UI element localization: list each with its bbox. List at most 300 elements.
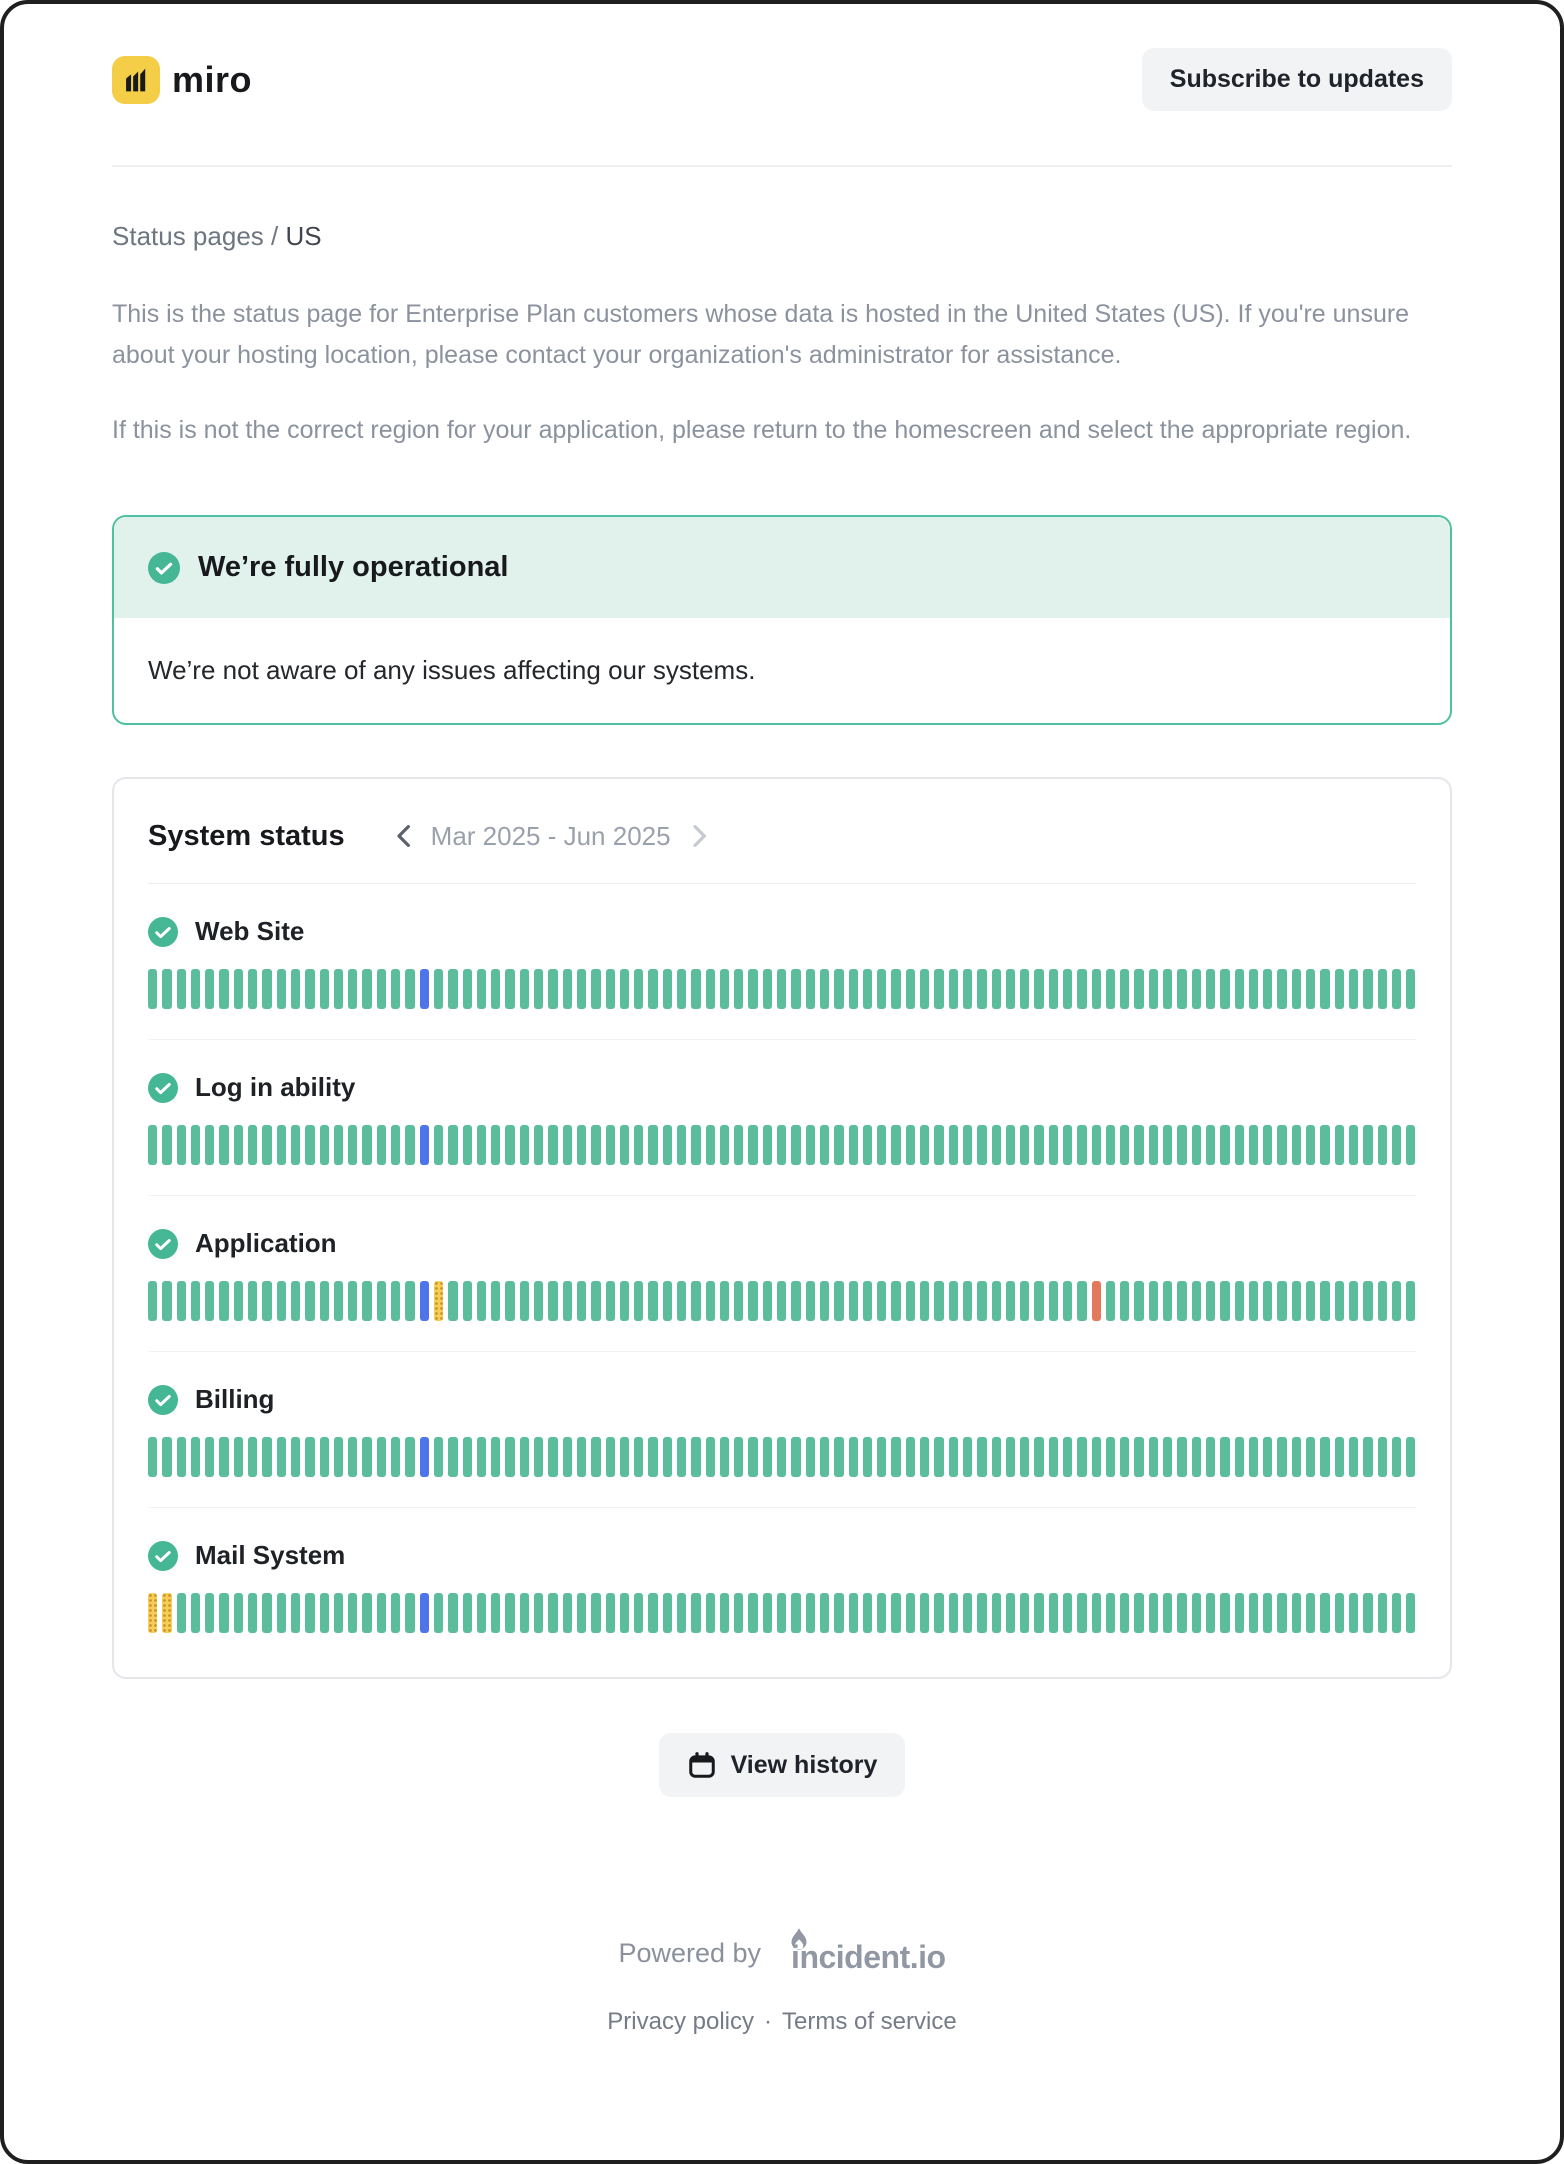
uptime-tick[interactable]: [591, 1125, 600, 1165]
uptime-tick[interactable]: [162, 1125, 171, 1165]
uptime-tick[interactable]: [191, 1593, 200, 1633]
uptime-tick[interactable]: [520, 1593, 529, 1633]
uptime-tick[interactable]: [677, 969, 686, 1009]
uptime-tick[interactable]: [305, 1593, 314, 1633]
uptime-tick[interactable]: [720, 1125, 729, 1165]
uptime-tick[interactable]: [777, 1281, 786, 1321]
uptime-tick[interactable]: [820, 1593, 829, 1633]
uptime-tick[interactable]: [1106, 1281, 1115, 1321]
uptime-tick[interactable]: [563, 969, 572, 1009]
uptime-tick[interactable]: [791, 1281, 800, 1321]
uptime-tick[interactable]: [1263, 1437, 1272, 1477]
uptime-tick[interactable]: [1049, 969, 1058, 1009]
uptime-tick[interactable]: [377, 969, 386, 1009]
uptime-tick[interactable]: [920, 1281, 929, 1321]
uptime-tick[interactable]: [1406, 969, 1415, 1009]
uptime-tick[interactable]: [405, 1437, 414, 1477]
uptime-tick[interactable]: [1277, 1437, 1286, 1477]
uptime-tick[interactable]: [1392, 1125, 1401, 1165]
uptime-tick[interactable]: [992, 1281, 1001, 1321]
uptime-tick[interactable]: [1063, 1281, 1072, 1321]
uptime-tick[interactable]: [377, 1281, 386, 1321]
uptime-tick[interactable]: [1349, 969, 1358, 1009]
uptime-tick[interactable]: [491, 1593, 500, 1633]
uptime-tick[interactable]: [577, 1593, 586, 1633]
uptime-tick[interactable]: [1206, 1437, 1215, 1477]
uptime-tick[interactable]: [1149, 969, 1158, 1009]
uptime-tick[interactable]: [291, 1281, 300, 1321]
uptime-tick[interactable]: [1392, 1593, 1401, 1633]
uptime-tick[interactable]: [1378, 1281, 1387, 1321]
uptime-tick[interactable]: [934, 1593, 943, 1633]
uptime-tick[interactable]: [949, 1437, 958, 1477]
uptime-tick[interactable]: [877, 1437, 886, 1477]
uptime-tick[interactable]: [348, 1437, 357, 1477]
uptime-tick[interactable]: [992, 1593, 1001, 1633]
uptime-tick[interactable]: [1406, 1437, 1415, 1477]
uptime-tick[interactable]: [620, 1125, 629, 1165]
uptime-tick[interactable]: [548, 1281, 557, 1321]
uptime-tick[interactable]: [963, 969, 972, 1009]
uptime-tick[interactable]: [1063, 1125, 1072, 1165]
uptime-tick[interactable]: [877, 1125, 886, 1165]
uptime-tick[interactable]: [963, 1437, 972, 1477]
uptime-tick[interactable]: [1277, 1125, 1286, 1165]
uptime-tick[interactable]: [606, 1281, 615, 1321]
uptime-tick[interactable]: [777, 1125, 786, 1165]
uptime-tick[interactable]: [863, 1437, 872, 1477]
uptime-tick[interactable]: [1306, 1437, 1315, 1477]
uptime-tick[interactable]: [534, 1437, 543, 1477]
uptime-tick[interactable]: [920, 1593, 929, 1633]
uptime-tick[interactable]: [663, 1125, 672, 1165]
uptime-tick[interactable]: [405, 1281, 414, 1321]
uptime-tick[interactable]: [362, 1593, 371, 1633]
uptime-tick[interactable]: [334, 1437, 343, 1477]
view-history-button[interactable]: [659, 1733, 906, 1797]
uptime-tick[interactable]: [920, 1125, 929, 1165]
uptime-tick[interactable]: [1120, 1125, 1129, 1165]
uptime-tick[interactable]: [1335, 969, 1344, 1009]
uptime-tick[interactable]: [563, 1281, 572, 1321]
uptime-tick[interactable]: [763, 1437, 772, 1477]
uptime-tick[interactable]: [1163, 1125, 1172, 1165]
uptime-tick[interactable]: [1335, 1281, 1344, 1321]
uptime-tick[interactable]: [205, 1125, 214, 1165]
uptime-tick[interactable]: [1020, 1281, 1029, 1321]
uptime-tick[interactable]: [348, 1125, 357, 1165]
uptime-tick[interactable]: [320, 1125, 329, 1165]
chevron-right-icon[interactable]: [687, 819, 711, 853]
incident-io-logo[interactable]: [777, 1935, 946, 1975]
uptime-tick[interactable]: [162, 1437, 171, 1477]
uptime-tick[interactable]: [934, 969, 943, 1009]
uptime-tick[interactable]: [834, 1281, 843, 1321]
uptime-tick[interactable]: [1092, 969, 1101, 1009]
uptime-tick[interactable]: [277, 969, 286, 1009]
uptime-tick[interactable]: [534, 969, 543, 1009]
uptime-tick[interactable]: [448, 969, 457, 1009]
uptime-tick[interactable]: [620, 1437, 629, 1477]
uptime-tick[interactable]: [219, 1593, 228, 1633]
uptime-tick[interactable]: [1277, 1593, 1286, 1633]
uptime-tick[interactable]: [505, 1437, 514, 1477]
uptime-tick[interactable]: [191, 1437, 200, 1477]
uptime-tick[interactable]: [448, 1593, 457, 1633]
uptime-tick[interactable]: [1006, 1281, 1015, 1321]
uptime-tick[interactable]: [1106, 969, 1115, 1009]
uptime-tick[interactable]: [963, 1281, 972, 1321]
uptime-tick[interactable]: [305, 1281, 314, 1321]
uptime-tick[interactable]: [191, 1125, 200, 1165]
uptime-tick[interactable]: [949, 969, 958, 1009]
uptime-tick[interactable]: [691, 1281, 700, 1321]
uptime-tick[interactable]: [1363, 1125, 1372, 1165]
uptime-tick[interactable]: [463, 1437, 472, 1477]
uptime-tick[interactable]: [1192, 1437, 1201, 1477]
uptime-tick[interactable]: [1249, 1437, 1258, 1477]
uptime-tick[interactable]: [248, 1593, 257, 1633]
uptime-tick[interactable]: [434, 1125, 443, 1165]
uptime-tick[interactable]: [334, 1281, 343, 1321]
uptime-tick[interactable]: [591, 969, 600, 1009]
uptime-tick[interactable]: [591, 1437, 600, 1477]
uptime-tick[interactable]: [348, 1281, 357, 1321]
uptime-tick[interactable]: [162, 1281, 171, 1321]
uptime-tick[interactable]: [219, 1437, 228, 1477]
uptime-tick[interactable]: [1349, 1437, 1358, 1477]
uptime-tick[interactable]: [748, 1281, 757, 1321]
uptime-tick[interactable]: [1134, 1125, 1143, 1165]
uptime-tick[interactable]: [1335, 1437, 1344, 1477]
uptime-tick[interactable]: [734, 1437, 743, 1477]
uptime-tick[interactable]: [477, 1437, 486, 1477]
uptime-tick[interactable]: [1406, 1125, 1415, 1165]
uptime-tick[interactable]: [234, 969, 243, 1009]
uptime-tick[interactable]: [534, 1281, 543, 1321]
uptime-tick[interactable]: [691, 1593, 700, 1633]
uptime-tick[interactable]: [505, 1281, 514, 1321]
uptime-tick[interactable]: [1063, 969, 1072, 1009]
uptime-tick[interactable]: [977, 1125, 986, 1165]
uptime-tick[interactable]: [1263, 1281, 1272, 1321]
uptime-tick[interactable]: [148, 1281, 157, 1321]
uptime-tick[interactable]: [391, 1593, 400, 1633]
uptime-tick[interactable]: [219, 1125, 228, 1165]
uptime-tick[interactable]: [1292, 1125, 1301, 1165]
uptime-tick[interactable]: [1392, 1437, 1401, 1477]
uptime-tick[interactable]: [219, 1281, 228, 1321]
uptime-tick[interactable]: [1092, 1281, 1101, 1321]
uptime-tick[interactable]: [634, 1281, 643, 1321]
uptime-tick[interactable]: [791, 1125, 800, 1165]
uptime-tick[interactable]: [305, 1437, 314, 1477]
uptime-tick[interactable]: [1249, 1125, 1258, 1165]
uptime-tick[interactable]: [320, 969, 329, 1009]
uptime-tick[interactable]: [262, 1437, 271, 1477]
uptime-tick[interactable]: [691, 969, 700, 1009]
uptime-tick[interactable]: [1292, 1281, 1301, 1321]
uptime-tick[interactable]: [1206, 1281, 1215, 1321]
uptime-tick[interactable]: [1292, 969, 1301, 1009]
uptime-tick[interactable]: [448, 1437, 457, 1477]
uptime-tick[interactable]: [1206, 1125, 1215, 1165]
uptime-tick[interactable]: [663, 969, 672, 1009]
uptime-tick[interactable]: [162, 1593, 171, 1633]
uptime-tick[interactable]: [934, 1125, 943, 1165]
uptime-tick[interactable]: [863, 1593, 872, 1633]
uptime-tick[interactable]: [863, 969, 872, 1009]
uptime-tick[interactable]: [1034, 1281, 1043, 1321]
uptime-tick[interactable]: [706, 1437, 715, 1477]
uptime-tick[interactable]: [405, 1125, 414, 1165]
uptime-tick[interactable]: [148, 1125, 157, 1165]
uptime-tick[interactable]: [1049, 1125, 1058, 1165]
uptime-tick[interactable]: [1306, 1593, 1315, 1633]
uptime-tick[interactable]: [834, 1437, 843, 1477]
uptime-tick[interactable]: [177, 1281, 186, 1321]
uptime-tick[interactable]: [1092, 1437, 1101, 1477]
uptime-tick[interactable]: [148, 969, 157, 1009]
uptime-tick[interactable]: [977, 1593, 986, 1633]
uptime-tick[interactable]: [849, 1125, 858, 1165]
uptime-tick[interactable]: [291, 1437, 300, 1477]
uptime-tick[interactable]: [791, 1437, 800, 1477]
uptime-tick[interactable]: [634, 1437, 643, 1477]
uptime-tick[interactable]: [1306, 1125, 1315, 1165]
uptime-tick[interactable]: [791, 1593, 800, 1633]
uptime-tick[interactable]: [434, 969, 443, 1009]
uptime-tick[interactable]: [820, 1125, 829, 1165]
uptime-tick[interactable]: [806, 1125, 815, 1165]
uptime-tick[interactable]: [920, 969, 929, 1009]
uptime-tick[interactable]: [377, 1437, 386, 1477]
uptime-tick[interactable]: [1077, 1437, 1086, 1477]
uptime-tick[interactable]: [1077, 1593, 1086, 1633]
uptime-tick[interactable]: [1006, 1437, 1015, 1477]
uptime-tick[interactable]: [1034, 1437, 1043, 1477]
uptime-tick[interactable]: [863, 1125, 872, 1165]
uptime-tick[interactable]: [834, 1593, 843, 1633]
uptime-tick[interactable]: [491, 1281, 500, 1321]
uptime-tick[interactable]: [291, 1125, 300, 1165]
uptime-tick[interactable]: [448, 1125, 457, 1165]
uptime-tick[interactable]: [563, 1593, 572, 1633]
uptime-tick[interactable]: [834, 1125, 843, 1165]
uptime-tick[interactable]: [748, 969, 757, 1009]
uptime-tick[interactable]: [520, 1437, 529, 1477]
uptime-tick[interactable]: [1006, 1593, 1015, 1633]
uptime-tick[interactable]: [863, 1281, 872, 1321]
uptime-tick[interactable]: [1106, 1437, 1115, 1477]
uptime-tick[interactable]: [1220, 1437, 1229, 1477]
uptime-tick[interactable]: [1292, 1593, 1301, 1633]
uptime-tick[interactable]: [906, 1437, 915, 1477]
uptime-tick[interactable]: [577, 1437, 586, 1477]
uptime-tick[interactable]: [1134, 1437, 1143, 1477]
uptime-tick[interactable]: [906, 969, 915, 1009]
uptime-tick[interactable]: [606, 969, 615, 1009]
uptime-tick[interactable]: [1349, 1125, 1358, 1165]
uptime-tick[interactable]: [1235, 1125, 1244, 1165]
uptime-tick[interactable]: [1406, 1593, 1415, 1633]
uptime-tick[interactable]: [334, 969, 343, 1009]
uptime-tick[interactable]: [648, 969, 657, 1009]
uptime-tick[interactable]: [391, 1125, 400, 1165]
uptime-tick[interactable]: [906, 1593, 915, 1633]
uptime-tick[interactable]: [1177, 1437, 1186, 1477]
uptime-tick[interactable]: [1177, 1125, 1186, 1165]
uptime-tick[interactable]: [777, 969, 786, 1009]
uptime-tick[interactable]: [1320, 1437, 1329, 1477]
uptime-tick[interactable]: [1034, 969, 1043, 1009]
uptime-tick[interactable]: [434, 1593, 443, 1633]
uptime-tick[interactable]: [148, 1437, 157, 1477]
uptime-tick[interactable]: [1034, 1125, 1043, 1165]
uptime-tick[interactable]: [620, 1593, 629, 1633]
uptime-tick[interactable]: [262, 969, 271, 1009]
uptime-tick[interactable]: [949, 1593, 958, 1633]
uptime-tick[interactable]: [620, 969, 629, 1009]
uptime-tick[interactable]: [877, 969, 886, 1009]
uptime-tick[interactable]: [1220, 969, 1229, 1009]
uptime-tick[interactable]: [1020, 1125, 1029, 1165]
uptime-tick[interactable]: [1134, 1593, 1143, 1633]
uptime-tick[interactable]: [720, 1593, 729, 1633]
uptime-tick[interactable]: [1277, 1281, 1286, 1321]
uptime-tick[interactable]: [1220, 1125, 1229, 1165]
uptime-tick[interactable]: [248, 1281, 257, 1321]
uptime-tick[interactable]: [191, 969, 200, 1009]
uptime-tick[interactable]: [949, 1125, 958, 1165]
uptime-tick[interactable]: [448, 1281, 457, 1321]
uptime-tick[interactable]: [891, 1281, 900, 1321]
uptime-tick[interactable]: [734, 1125, 743, 1165]
uptime-tick[interactable]: [463, 969, 472, 1009]
uptime-tick[interactable]: [1077, 1125, 1086, 1165]
uptime-tick[interactable]: [491, 1125, 500, 1165]
uptime-tick[interactable]: [1163, 969, 1172, 1009]
uptime-tick[interactable]: [1006, 969, 1015, 1009]
uptime-tick[interactable]: [849, 1593, 858, 1633]
uptime-tick[interactable]: [491, 1437, 500, 1477]
uptime-tick[interactable]: [548, 969, 557, 1009]
uptime-tick[interactable]: [806, 1593, 815, 1633]
uptime-tick[interactable]: [849, 1281, 858, 1321]
uptime-tick[interactable]: [1220, 1281, 1229, 1321]
uptime-tick[interactable]: [477, 1125, 486, 1165]
uptime-tick[interactable]: [320, 1593, 329, 1633]
uptime-tick[interactable]: [1263, 1593, 1272, 1633]
uptime-tick[interactable]: [205, 1281, 214, 1321]
uptime-tick[interactable]: [1192, 969, 1201, 1009]
uptime-tick[interactable]: [748, 1437, 757, 1477]
uptime-tick[interactable]: [977, 1437, 986, 1477]
privacy-policy-link[interactable]: Privacy policy: [607, 2008, 754, 2035]
uptime-tick[interactable]: [591, 1281, 600, 1321]
uptime-tick[interactable]: [434, 1281, 443, 1321]
uptime-tick[interactable]: [1406, 1281, 1415, 1321]
uptime-tick[interactable]: [1320, 969, 1329, 1009]
uptime-tick[interactable]: [1092, 1125, 1101, 1165]
uptime-tick[interactable]: [906, 1281, 915, 1321]
uptime-tick[interactable]: [234, 1437, 243, 1477]
terms-of-service-link[interactable]: Terms of service: [782, 2008, 957, 2035]
uptime-tick[interactable]: [1106, 1593, 1115, 1633]
uptime-tick[interactable]: [348, 969, 357, 1009]
uptime-tick[interactable]: [577, 969, 586, 1009]
uptime-tick[interactable]: [291, 969, 300, 1009]
uptime-tick[interactable]: [648, 1281, 657, 1321]
uptime-tick[interactable]: [420, 1281, 429, 1321]
uptime-tick[interactable]: [262, 1593, 271, 1633]
uptime-tick[interactable]: [534, 1125, 543, 1165]
uptime-tick[interactable]: [663, 1593, 672, 1633]
uptime-tick[interactable]: [1335, 1125, 1344, 1165]
uptime-tick[interactable]: [648, 1125, 657, 1165]
uptime-tick[interactable]: [177, 969, 186, 1009]
uptime-tick[interactable]: [463, 1593, 472, 1633]
uptime-tick[interactable]: [219, 969, 228, 1009]
uptime-tick[interactable]: [634, 1125, 643, 1165]
uptime-tick[interactable]: [377, 1593, 386, 1633]
uptime-tick[interactable]: [706, 1593, 715, 1633]
uptime-tick[interactable]: [734, 1281, 743, 1321]
uptime-tick[interactable]: [663, 1437, 672, 1477]
uptime-tick[interactable]: [1277, 969, 1286, 1009]
uptime-tick[interactable]: [606, 1437, 615, 1477]
uptime-tick[interactable]: [334, 1593, 343, 1633]
uptime-tick[interactable]: [891, 1437, 900, 1477]
uptime-tick[interactable]: [1335, 1593, 1344, 1633]
uptime-tick[interactable]: [648, 1593, 657, 1633]
uptime-tick[interactable]: [262, 1125, 271, 1165]
uptime-tick[interactable]: [205, 969, 214, 1009]
uptime-tick[interactable]: [205, 1593, 214, 1633]
uptime-tick[interactable]: [1363, 1593, 1372, 1633]
uptime-tick[interactable]: [1249, 1593, 1258, 1633]
uptime-tick[interactable]: [162, 969, 171, 1009]
uptime-tick[interactable]: [1263, 969, 1272, 1009]
uptime-tick[interactable]: [1020, 1437, 1029, 1477]
uptime-tick[interactable]: [548, 1437, 557, 1477]
uptime-tick[interactable]: [806, 1281, 815, 1321]
uptime-tick[interactable]: [1177, 1281, 1186, 1321]
uptime-tick[interactable]: [563, 1125, 572, 1165]
uptime-tick[interactable]: [891, 1593, 900, 1633]
uptime-tick[interactable]: [1149, 1593, 1158, 1633]
uptime-tick[interactable]: [348, 1593, 357, 1633]
uptime-tick[interactable]: [1306, 1281, 1315, 1321]
uptime-tick[interactable]: [877, 1593, 886, 1633]
uptime-tick[interactable]: [520, 969, 529, 1009]
uptime-tick[interactable]: [1163, 1281, 1172, 1321]
uptime-tick[interactable]: [1378, 1437, 1387, 1477]
uptime-tick[interactable]: [720, 1437, 729, 1477]
uptime-tick[interactable]: [849, 969, 858, 1009]
uptime-tick[interactable]: [1163, 1593, 1172, 1633]
uptime-tick[interactable]: [1120, 1437, 1129, 1477]
uptime-tick[interactable]: [1077, 969, 1086, 1009]
uptime-tick[interactable]: [1134, 1281, 1143, 1321]
uptime-tick[interactable]: [1363, 1281, 1372, 1321]
uptime-tick[interactable]: [1120, 969, 1129, 1009]
uptime-tick[interactable]: [663, 1281, 672, 1321]
uptime-tick[interactable]: [706, 1281, 715, 1321]
uptime-tick[interactable]: [677, 1281, 686, 1321]
uptime-tick[interactable]: [1392, 1281, 1401, 1321]
uptime-tick[interactable]: [820, 969, 829, 1009]
